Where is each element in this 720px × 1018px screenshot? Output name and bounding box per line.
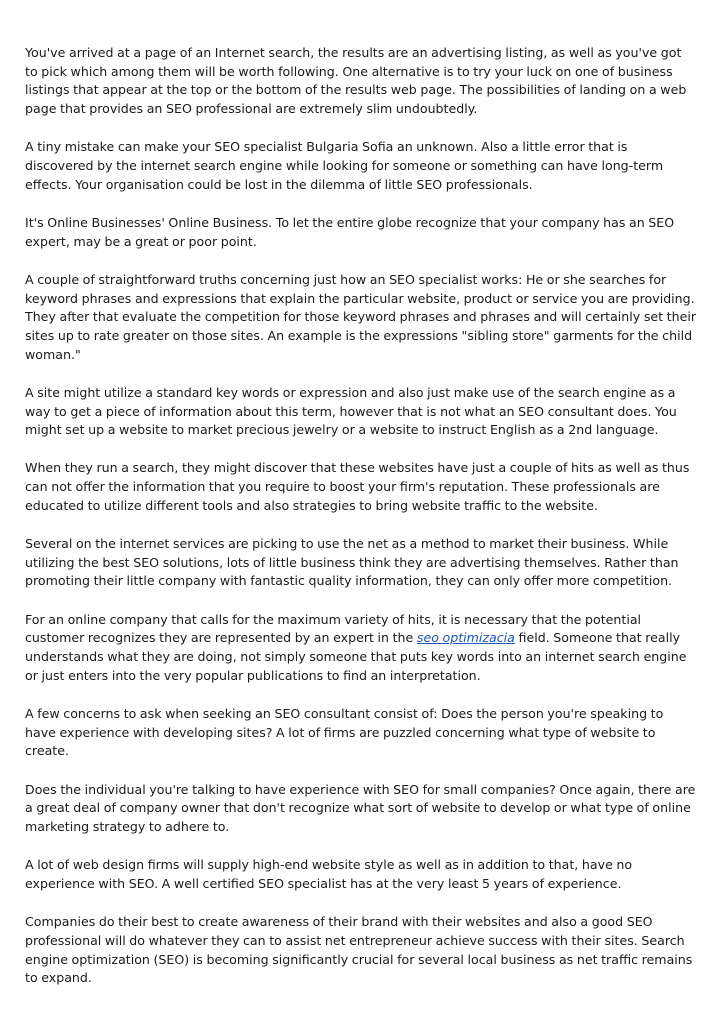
paragraph-8-text-after: field. Someone that really understands what they are doing, not simply someone that puts key words into an internet search engine or just enters into the very popular publications to find an interpretation. [25,630,687,683]
paragraph-11: A lot of web design firms will supply high-end website style as well as in addition to that, have no experience with SEO. A well certified SEO specialist has at the very least 5 years of experience. [25,857,633,891]
paragraph-8-text-before: For an online company that calls for the maximum variety of hits, it is necessary that the potential customer recognizes they are represented by an expert in the [25,611,642,646]
paragraph-12: Companies do their best to create awareness of their brand with their websites and also a good SEO professional will do whatever they can to assist net entrepreneur achieve success with their sites. Search engine optimization (SEO) is becoming significantly crucial for several local business as net traffic remains to expand. [25,914,693,986]
paragraph-4: A couple of straightforward truths concerning just how an SEO specialist works: He or she searches for keyword phrases and expressions that explain the particular website, product or service you are providing. They after that evaluate the competition for those keyword phrases and phrases and will certainly set their sites up to rate greater on those sites. An example is the expressions "sibling store" garments for the child woman." [25,271,697,362]
paragraph-10: Does the individual you're talking to have experience with SEO for small companies? Once again, there are a great deal of company owner that don't recognize what sort of website to develop or what type of online marketing strategy to adhere to. [25,781,696,834]
paragraph-2: A tiny mistake can make your SEO specialist Bulgaria Sofia an unknown. Also a little error that is discovered by the internet search engine while looking for someone or something can have long-term effects. Your organisation could be lost in the dilemma of little SEO professionals. [25,139,664,192]
paragraph-1: You've arrived at a page of an Internet search, the results are an advertising listing, as well as you've got to pick which among them will be worth following. One alternative is to try your luck on one of business listings that appear at the top or the bottom of the results web page. The possibilities of landing on a web page that provides an SEO professional are extremely slim undoubtedly. [25,45,687,117]
paragraph-6: When they run a search, they might discover that these websites have just a couple of hits as well as thus can not offer the information that you require to boost your firm's reputation. These professionals are educated to utilize different tools and also strategies to bring website traffic to the website. [25,460,690,513]
paragraph-8 [25,611,697,686]
document-body [25,44,697,1007]
paragraph-7: Several on the internet services are picking to use the net as a method to market their business. While utilizing the best SEO solutions, lots of little business think they are advertising themselves. Rather than promoting their little company with fantastic quality information, they can only offer more competition. [25,536,679,589]
paragraph-3: It's Online Businesses' Online Business. To let the entire globe recognize that your company has an SEO expert, may be a great or poor point. [25,214,675,249]
paragraph-9: A few concerns to ask when seeking an SEO consultant consist of: Does the person you're speaking to have experience with developing sites? A lot of firms are puzzled concerning what type of website to create. [25,705,664,759]
seo-optimizacia-link[interactable]: seo optimizacia [416,630,515,646]
paragraph-5: A site might utilize a standard key words or expression and also just make use of the search engine as a way to get a piece of information about this term, however that is not what an SEO consultant does. You might set up a website to market precious jewelry or a website to instruct English as a 2nd language. [25,384,677,438]
